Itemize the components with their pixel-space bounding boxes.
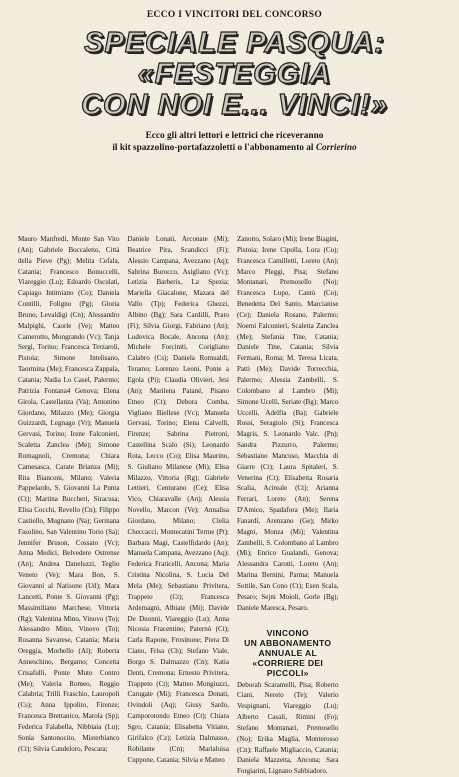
- headline-line-3: CON NOI E... VINCI!»: [81, 89, 388, 121]
- column-1-text: Mauro Manfredi, Monte San Vito (An); Gabriele Boccaletto, Città della Pieve (Pg); Melita Cefala, Catania; Francesco Bonuccelli, Viareggio (Lu); Edoardo Osculati, Capiago Intimiano (Co); Daniela Contilli, Foligno (Pg); Gloria Bruno, Levaldigi (Cn); Alessandro Malpighi, Caorle (Ve); Matteo Camerotto, Mongrando (Vc); Tanja Sergi, Torino; Francesca Terzaroli, Pistoia; Simone Intelisano, Taormina (Me); Francesca Zappala, Catania; Nadia Lo Casel, Palermo; Patrizia Fontana4 Genova; Elena Girola, Castellanza (Va); Antonino Giordano, Milazzo (Me); Giorgia Guizzardi, Legnago (Vr); Manuela Gervasi, Torino; Irene Falconieri, Scaletta Zanclea (Me); Simone Romagnoli, Cremona; Chiara Camesasca, Carate Brianza (Mi); Rita Bianconi, Milano; Valeria Pappelardo, S. Giovanni La Punta (Ct); Martina Buccheri, Siracusa; Elisa Cocchi, Revello (Cn); Filippo Castiello, Mugnano (Na); Germana Fasolino, San Valentino Torio (Sa); Jennifer Bruson, Cossato (Vc); Anna Medici, Belvedere Ostrense (An); Andrea Daneluzzi, Teglio Veneto (Ve); Mara Bon, S. Giovanni al Natisone (Ud); Mara Lancetti, Ponte S. Giovanni (Pg); Massimiliano Marchese, Vittoria (Rg); Valentina Mino, Vinovo (To); Alessandro Mino, Vinovo (To); Rosanna Savarese, Catania; Maria Oreggia, Morbello (Al); Roberta Anneschino, Bergamo; Concetta Crisafulli, Ponte Muto Contro (Me); Valeria Romeo, Reggio Calabria; Trilli Fraschio, Lauropoli (Cs); Anna Ippolito, Firenze; Francesca Brettanico, Marola (Sp); Federica Falabella, Nibbiaia (Lu); Sonia Santonocito, Misterbianco (Ct); Silvia Candeloro, Pescara;: [18, 235, 120, 753]
- deck-line-2: [18, 143, 451, 155]
- headline: [18, 28, 451, 121]
- deck-line-2-prefix: il kit spazzolino-portafazzoletti o l'abbonamento al: [112, 142, 314, 153]
- box-title-line-4: «CORRIERE DEI PICCOLI»: [252, 657, 324, 678]
- winners-columns: [18, 234, 448, 777]
- subscription-box-title: [237, 628, 339, 678]
- column-3-text: Zanotto, Solaro (Mi); Irene Biagini, Pistoia; Irene Cipolla, Lora (Co); Francesca Camilletti, Loreto (An); Marco Pleggi, Pisa; Stefano Montanari, Premosello (No); Francesca Lupo, Cantù (Co); Benedetta Del Santo, Marcianise (Ce); Daniela Rosano, Palermo; Noemi Falconieri, Scaletta Zanclea (Me); Stefania Tine, Catania; Daniele Tine, Catania; Silvia Fermani, Roma; M. Teresa Licata, Patti (Me); Davide Torrecchia, Palermo; Alessia Zambelli, S. Colombano al Lambro (Mi); Simone Ucelli, Seriate (Bg); Marco Uccelli, Adelfia (Ba); Gabriele Rossi, Seragiolo (Si); Francesca Magris, S. Leonardo Valc. (Pn); Sandra Pizzurro, Palermo; Sebastiano Mancuso, Macchia di Giarre (Ct); Laura Spitaleri, S. Venerina (Ct); Elisabetta Rosaria Scalia, Acireale (Ct); Arianna Ferrari, Loreto (An); Serena D'Amico, Spadafora (Me); Ilaria Fanardi, Arenzano (Ge); Mirko Magni, Monza (Mi); Valentina Zambelli, S. Colombano al Lambro (Mi); Enrico Gualandi, Genova; Alessandra Carotti, Loreto (An); Marina Bernini, Parma; Manuela Sottile, San Cono (Ct); Esen Scala, Pesaro; Sejni Moioli, Gorle (Bg); Daniele Maresca, Pesaro.: [237, 235, 339, 612]
- headline-line-1: SPECIALE PASQUA:: [84, 27, 385, 59]
- subscription-box-text: Deborah Scaramelli, Pisa; Roberto Ciani, Nereto (Te); Valerio Vespignani, Viareggio (Lu); Alberto Casali, Rimini (Fo); Stefano Montanari, Premosello (No); Erika Maglia, Monterosso (Cn); Raffaele Migliaccio, Catania; Daniela Mazzetta, Ancona; Sara Forgiarini, Lignano Sabbiadoro.: [237, 680, 339, 776]
- box-title-line-2: UN ABBONAMENTO: [244, 637, 332, 648]
- box-title-line-3: ANNUALE AL: [258, 647, 318, 658]
- kicker: ECCO I VINCITORI DEL CONCORSO: [146, 10, 323, 20]
- deck-line-2-italic: Corrierino: [315, 142, 357, 153]
- deck: [18, 131, 451, 154]
- headline-line-2: «FESTEGGIA: [137, 58, 332, 90]
- column-2: [128, 234, 230, 777]
- column-3: [237, 234, 339, 777]
- deck-line-1: Ecco gli altri lettori e lettrici che riceveranno: [145, 131, 324, 141]
- column-1: [18, 234, 120, 777]
- box-title-line-1: VINCONO: [266, 627, 309, 638]
- column-2-text: Daniele Lonati, Arconate (Mi); Beatrice Pira, Scandicci (Fi); Alessio Campana, Avezzano (Aq); Sabrina Burocco, Asigliano (Vc); Letizia Barberis, La Spezia; Mariella Giacalone, Mazara del Vallo (Tp); Federica Ghezzi, Albino (Bg); Sara Cardilli, Prato (Fi); Silvia Giorgi, Fabriano (An); Ludovica Bocale, Ancona (An); Michele Forciniti, Corigliano Calabro (Cs); Daniela Romualdi, Teramo; Lorenzo Leoni, Ponte a Egola (Pi); Claudia Olivieri, Jesi (An); Marilena Patané, Pisano Etneo (Ct); Debora Comba, Vigliano Biellese (Vc); Manuela Gervasi, Torino; Elena Calvelli, Firenze; Sabrina Pietroni, Castellina Scalo (Si); Leonardo Rota, Lecco (Co); Elisa Maurino, S. Giuliano Milanese (Mi); Elisa Milazzo, Vittoria (Rg); Gabriele Lettieri, Centurano (Ce); Elisa Vico, Chiaravalle (An); Alessia Novello, Marcon (Ve); Annalisa Giordano, Milano; Clelia Checcacci, Montecatini Terme (Pt); Barbara Magi, Castelfidardo (An); Manuela Campana, Avezzano (Aq); Federica Fraticelli, Ancona; Maria Cristina Nicolina, S. Lucia Del Mela (Me); Sebastiano Privitera, Trappeto (Ct); Francesca Ardemagni, Albiate (Mi); Davide De Duonni, Viareggio (Lu); Anna Nicosia Fracentino, Paternò (Ct); Carla Rapone, Frosinone; Piera Di Ciano, Frisa (Ch); Stefano Viale, Borgo S. Dalmazzo (Cn); Katia Denti, Cremona; Ernesto Privitera, Trappeto (Ct); Matteo Mongiuzzi, Carugate (Mi); Francesca Donati, Ovindoli (Aq); Giusy Sardo, Camporotondo Etneo (Ct); Chiara Sgro, Catania; Elisabetta Vitiano, Girifalco (Cz); Letizia Dalmasso, Robilante (Cn); Marialuisa Cuppone, Catania; Silvia e Matteo: [127, 235, 229, 764]
